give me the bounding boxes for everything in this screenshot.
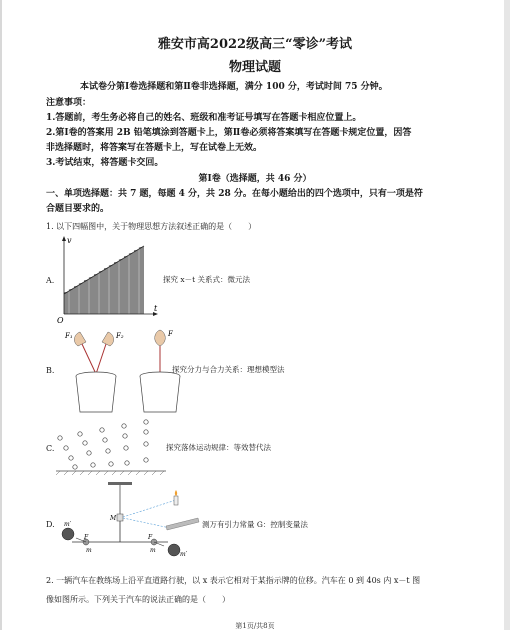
section1-line2: 合题目要求的。: [46, 204, 110, 214]
m-prime-right-label: m′: [180, 551, 188, 558]
mirror-icon: [117, 514, 123, 521]
flame-icon: [175, 490, 177, 496]
notes-heading: 注意事项：: [46, 98, 92, 108]
subject-title: 物理试题: [228, 60, 281, 75]
m-right-label: m: [150, 547, 156, 554]
m-left-label: m: [86, 547, 92, 554]
q2-line2: 像如图所示。下列关于汽车的说法正确的是（ ）: [46, 595, 230, 604]
inclined-balls: [58, 420, 148, 469]
exam-intro: 本试卷分第Ⅰ卷选择题和第Ⅱ卷非选择题，满分 100 分，考试时间 75 分钟。: [80, 82, 388, 92]
page-footer: 第1页/共8页: [235, 622, 275, 630]
candle-icon: [174, 496, 178, 505]
q1-option-d-letter: D.: [46, 520, 55, 529]
q1-option-c-letter: C.: [46, 444, 55, 453]
note-3: 3.考试结束，将答题卡交回。: [46, 158, 164, 168]
q1-option-a-letter: A.: [46, 276, 55, 285]
f2-label: F₂: [116, 332, 124, 340]
note-2-cont: 非选择题时，将答案写在答题卡上，写在试卷上无效。: [46, 143, 263, 153]
q2-line1: 2. 一辆汽车在教练场上沿平直道路行驶，以 x 表示它相对于某指示牌的位移。汽车在 0 到 40s 内 x－t 图: [46, 576, 421, 585]
note-2: 2.第Ⅰ卷的答案用 2B 铅笔填涂到答题卡上，第Ⅱ卷必须将答案填写在答题卡规定位置，因答: [46, 128, 412, 138]
exam-title: 雅安市高2022级高三“零诊”考试: [157, 37, 353, 52]
q1-option-b-text: 探究分力与合力关系：理想模型法: [172, 365, 285, 374]
torsion-balance-figure: [58, 482, 200, 566]
right-hand-icon: [102, 332, 114, 346]
right-bucket-icon: [140, 376, 180, 412]
left-bucket-icon: [76, 376, 116, 412]
part1-title: 第Ⅰ卷（选择题，共 46 分）: [198, 174, 312, 184]
large-mass-left: [62, 528, 74, 540]
section1-line1: 一、单项选择题：共 7 题，每题 4 分，共 28 分。在每小题给出的四个选项中，只有一项是符: [46, 189, 423, 199]
v-axis-label: v: [67, 236, 72, 245]
falling-balls-figure: [56, 418, 166, 476]
t-axis-label: t: [154, 304, 158, 313]
scale-ruler: [166, 518, 199, 530]
origin-label: O: [57, 316, 64, 324]
light-ray-out: [123, 518, 170, 528]
m-prime-left-label: m′: [64, 521, 72, 528]
large-mass-right: [168, 544, 180, 556]
f-right-label: F: [148, 534, 153, 541]
note-1: 1.答题前，考生务必将自己的姓名、班级和准考证号填写在答题卡相应位置上。: [46, 113, 362, 123]
f-label: F: [168, 330, 173, 338]
f-left-label: F: [84, 534, 89, 541]
mirror-label: M: [110, 515, 117, 522]
q1-option-b-letter: B.: [46, 366, 55, 375]
q1-option-a-text: 探究 x－t 关系式：微元法: [163, 275, 251, 284]
f1-label: F₁: [65, 332, 73, 340]
single-hand-icon: [155, 330, 166, 346]
vt-bars: [64, 247, 144, 314]
left-hand-icon: [74, 332, 86, 346]
q1-stem: 1. 以下四幅图中，关于物理思想方法叙述正确的是（ ）: [46, 222, 257, 231]
q1-option-d-text: 测万有引力常量 G：控制变量法: [202, 520, 308, 529]
force-buckets-figure: [56, 328, 186, 414]
q1-option-c-text: 探究落体运动规律：等效替代法: [166, 443, 271, 452]
vt-graph-figure: [56, 234, 162, 324]
light-ray-in: [123, 500, 176, 517]
support-bar: [108, 482, 132, 485]
